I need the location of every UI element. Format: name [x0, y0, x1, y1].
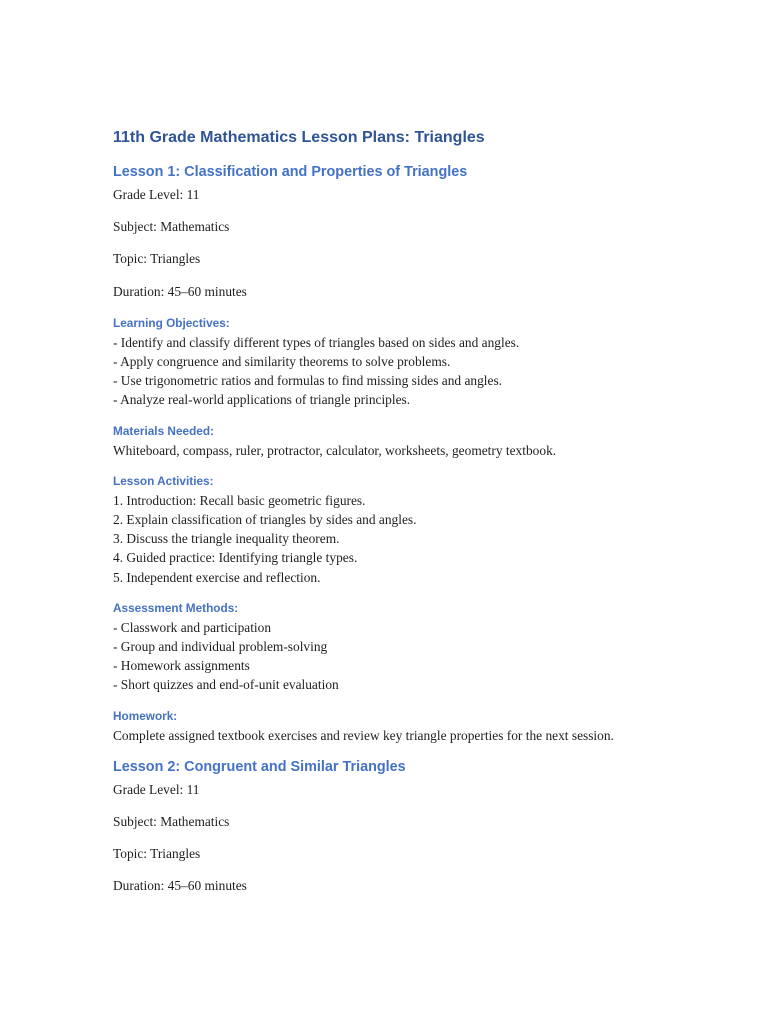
lesson-2-subject: Subject: Mathematics — [113, 814, 230, 830]
list-item: 5. Independent exercise and reflection. — [113, 569, 321, 585]
list-item: - Group and individual problem-solving — [113, 639, 328, 655]
document-title: 11th Grade Mathematics Lesson Plans: Triangles — [113, 129, 485, 146]
learning-objectives-heading: Learning Objectives: — [113, 315, 230, 330]
lesson-activities-heading: Lesson Activities: — [113, 473, 214, 488]
lesson-2-duration: Duration: 45–60 minutes — [113, 878, 247, 894]
list-item: - Apply congruence and similarity theorems to solve problems. — [113, 354, 451, 370]
lesson-1-topic: Topic: Triangles — [113, 251, 201, 267]
list-item: - Short quizzes and end-of-unit evaluation — [113, 677, 339, 693]
list-item: - Use trigonometric ratios and formulas to find missing sides and angles. — [113, 373, 503, 389]
assessment-methods-list — [113, 618, 633, 695]
lesson-1-subject: Subject: Mathematics — [113, 219, 230, 235]
lesson-2 — [113, 757, 633, 896]
list-item: 1. Introduction: Recall basic geometric figures. — [113, 492, 366, 508]
lesson-1-grade-level: Grade Level: 11 — [113, 187, 200, 202]
list-item: - Identify and classify different types of triangles based on sides and angles. — [113, 334, 520, 350]
document-page — [113, 122, 633, 909]
list-item: - Classwork and participation — [113, 619, 272, 635]
learning-objectives-list — [113, 333, 633, 410]
lesson-1-heading: Lesson 1: Classification and Properties of Triangles — [113, 164, 468, 180]
list-item: - Homework assignments — [113, 658, 250, 674]
lesson-2-heading: Lesson 2: Congruent and Similar Triangles — [113, 758, 406, 775]
lesson-1-duration: Duration: 45–60 minutes — [113, 283, 247, 299]
lesson-2-topic: Topic: Triangles — [113, 846, 201, 862]
lesson-activities-list — [113, 491, 633, 587]
homework-heading: Homework: — [113, 708, 178, 723]
materials-needed-heading: Materials Needed: — [113, 423, 214, 438]
lesson-1 — [113, 162, 633, 745]
assessment-methods-heading: Assessment Methods: — [113, 600, 239, 615]
list-item: 4. Guided practice: Identifying triangle types. — [113, 550, 358, 566]
materials-needed-text: Whiteboard, compass, ruler, protractor, calculator, worksheets, geometry textbook. — [113, 442, 557, 458]
list-item: 2. Explain classification of triangles by sides and angles. — [113, 512, 417, 528]
list-item: - Analyze real-world applications of triangle principles. — [113, 392, 411, 408]
list-item: 3. Discuss the triangle inequality theorem. — [113, 531, 340, 547]
lesson-2-grade-level: Grade Level: 11 — [113, 781, 200, 797]
homework-text: Complete assigned textbook exercises and review key triangle properties for the next session. — [113, 727, 614, 743]
